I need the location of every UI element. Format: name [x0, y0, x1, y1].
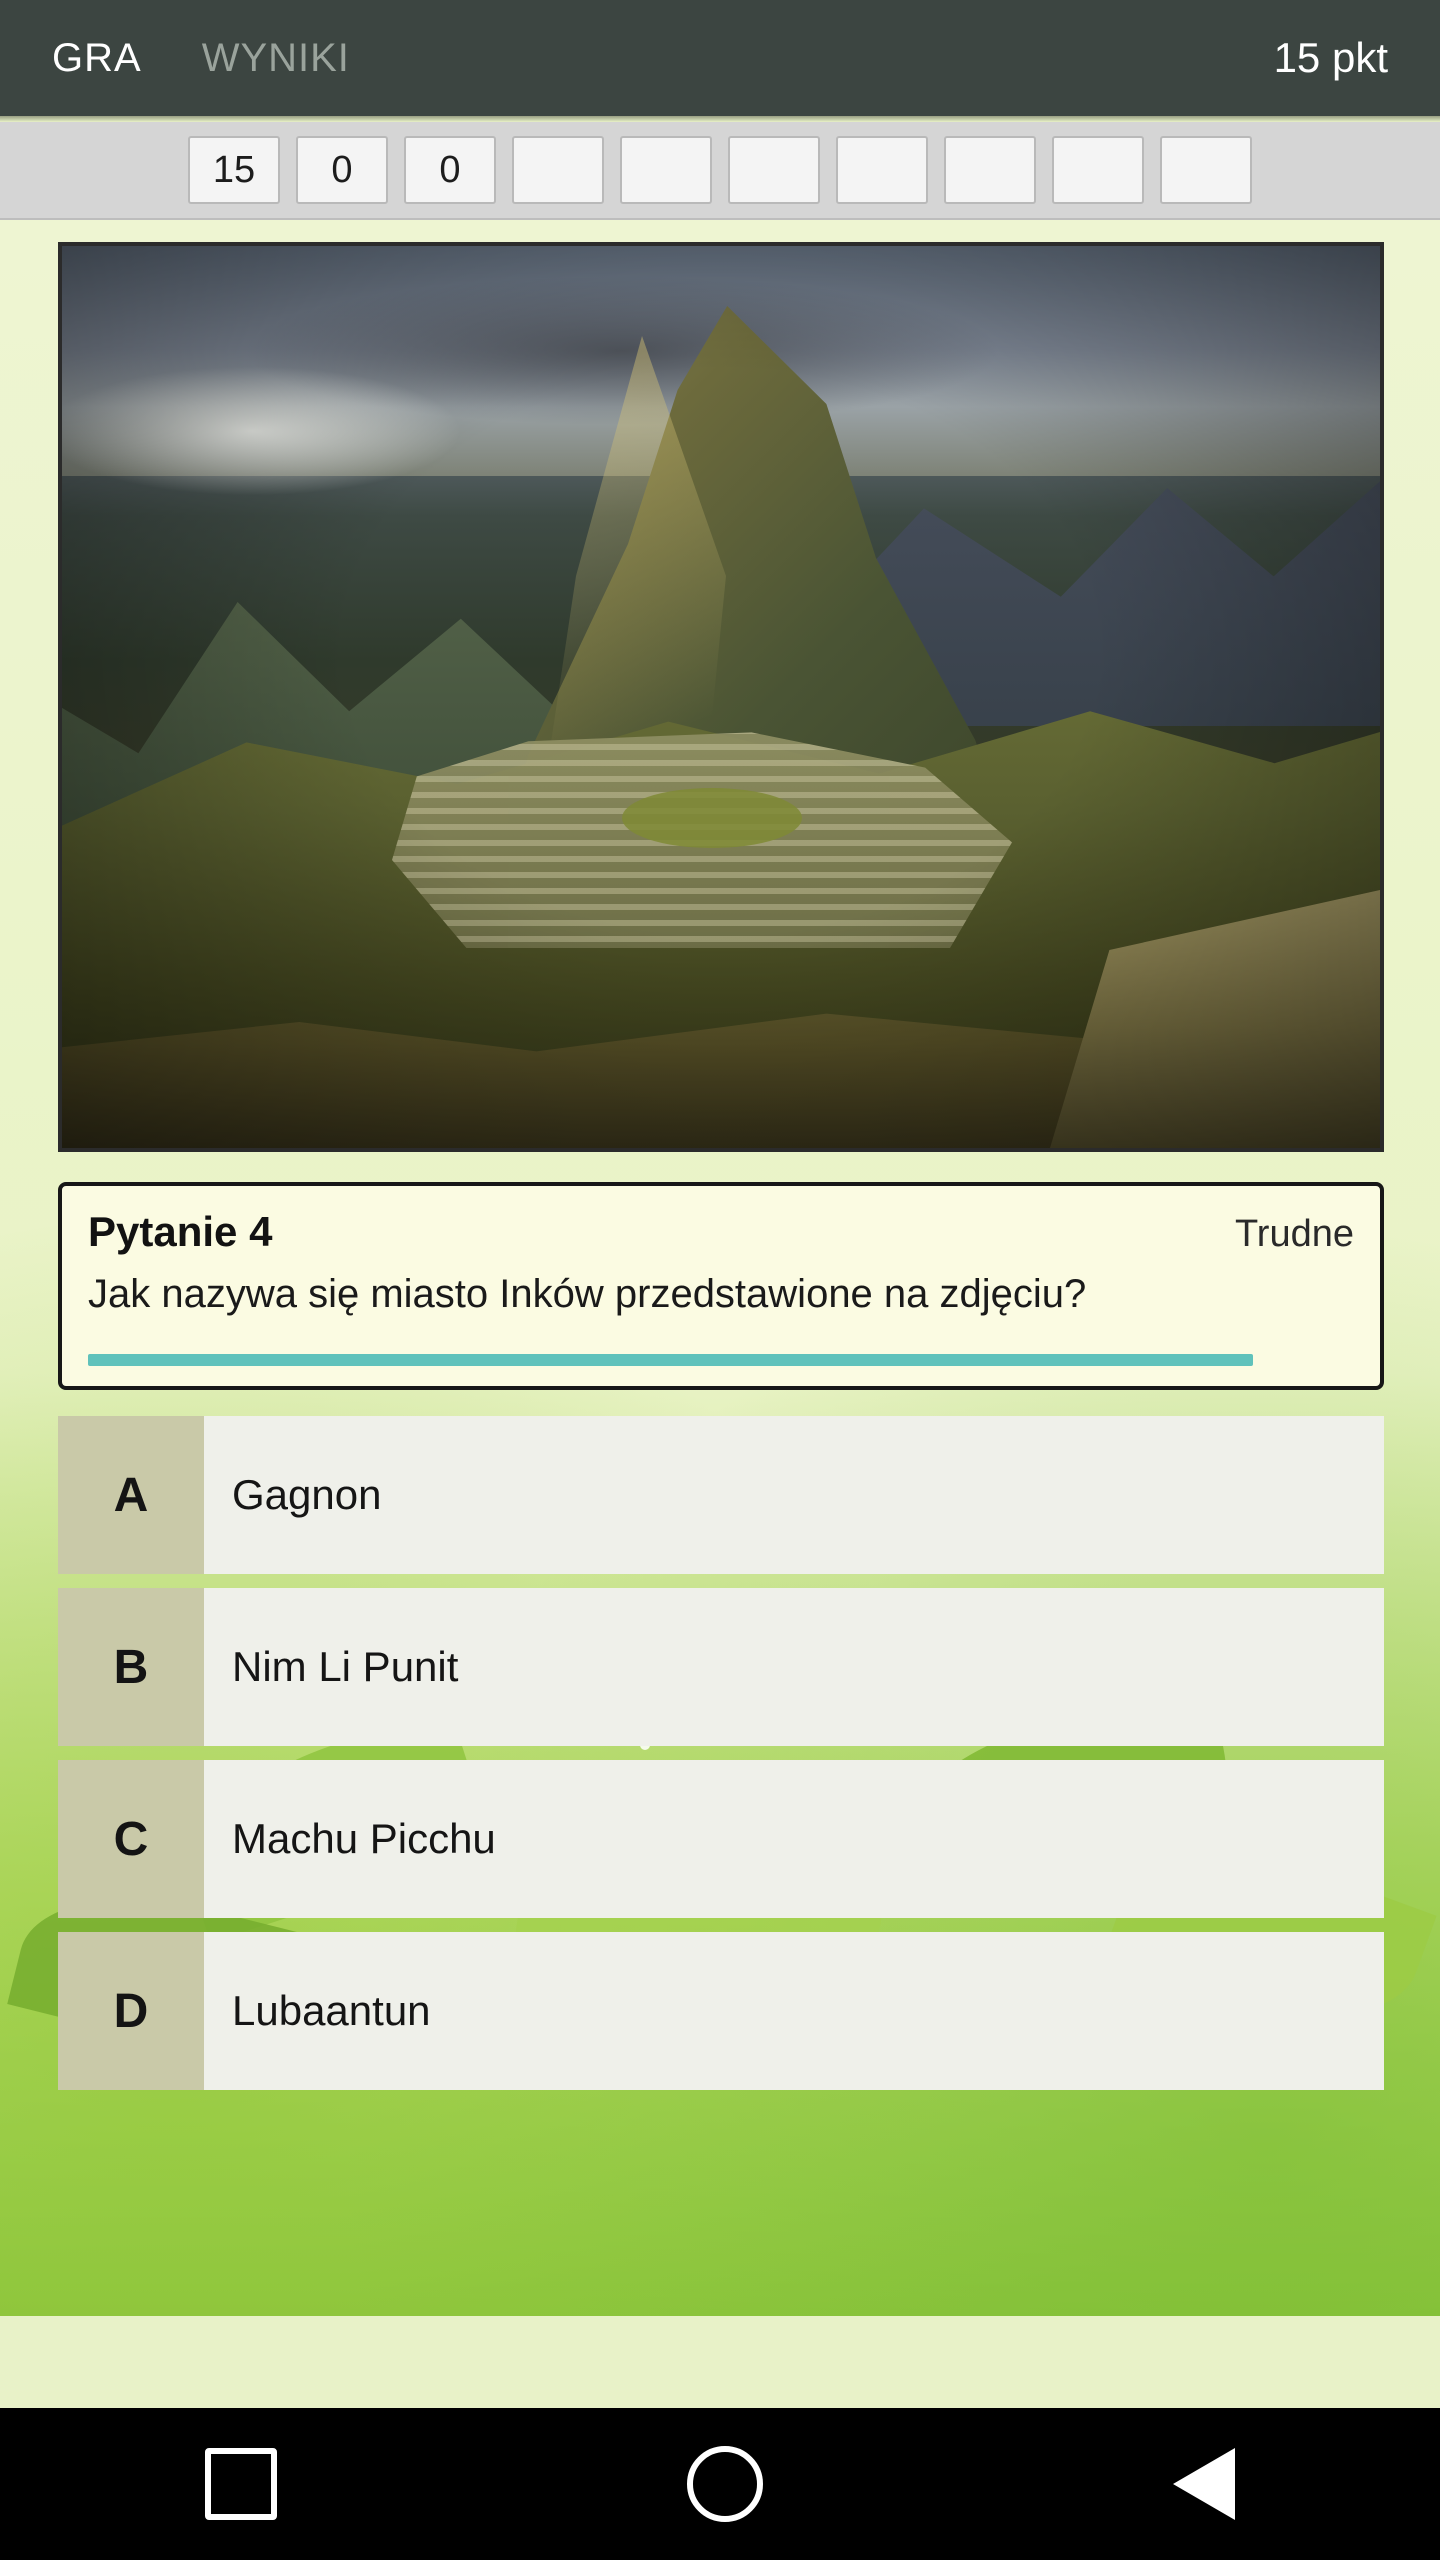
- square-icon[interactable]: [205, 2448, 277, 2520]
- answer-text: Lubaantun: [204, 1932, 1384, 2090]
- android-navigation-bar: [0, 2408, 1440, 2560]
- answer-letter: D: [58, 1932, 204, 2090]
- question-text: Jak nazywa się miasto Inków przedstawione na zdjęciu?: [88, 1272, 1087, 1316]
- progress-box: 0: [404, 136, 496, 204]
- photo-vignette: [62, 246, 1380, 1148]
- progress-box: [728, 136, 820, 204]
- question-difficulty: Trudne: [1235, 1213, 1354, 1255]
- progress-box: 0: [296, 136, 388, 204]
- question-title: Pytanie 4: [88, 1208, 273, 1255]
- answer-letter: A: [58, 1416, 204, 1574]
- progress-box: [944, 136, 1036, 204]
- progress-box: [1160, 136, 1252, 204]
- answer-option-a[interactable]: [58, 1416, 1384, 1574]
- question-header: [88, 1208, 1354, 1256]
- answer-option-d[interactable]: [58, 1932, 1384, 2090]
- quiz-content: [0, 220, 1440, 2316]
- score-label: 15 pkt: [1273, 34, 1388, 81]
- progress-box: [512, 136, 604, 204]
- app-bar-tabs: [52, 36, 350, 81]
- question-timer-track: [88, 1354, 1354, 1366]
- answer-text: Gagnon: [204, 1416, 1384, 1574]
- question-timer-fill: [88, 1354, 1253, 1366]
- answer-text: Nim Li Punit: [204, 1588, 1384, 1746]
- progress-box: [1052, 136, 1144, 204]
- answer-letter: B: [58, 1588, 204, 1746]
- app-bar: [0, 0, 1440, 116]
- answer-option-c[interactable]: [58, 1760, 1384, 1918]
- tab-results[interactable]: WYNIKI: [201, 35, 350, 80]
- answers-list: [58, 1416, 1384, 2104]
- question-image-card: [58, 242, 1384, 1152]
- answer-option-b[interactable]: [58, 1588, 1384, 1746]
- circle-icon[interactable]: [687, 2446, 763, 2522]
- progress-box: 15: [188, 136, 280, 204]
- machu-picchu-photo: [62, 246, 1380, 1148]
- answer-text: Machu Picchu: [204, 1760, 1384, 1918]
- progress-box: [620, 136, 712, 204]
- tab-game[interactable]: GRA: [52, 35, 142, 80]
- progress-strip: [0, 122, 1440, 220]
- question-card: [58, 1182, 1384, 1390]
- answer-letter: C: [58, 1760, 204, 1918]
- triangle-back-icon[interactable]: [1173, 2448, 1235, 2520]
- progress-box: [836, 136, 928, 204]
